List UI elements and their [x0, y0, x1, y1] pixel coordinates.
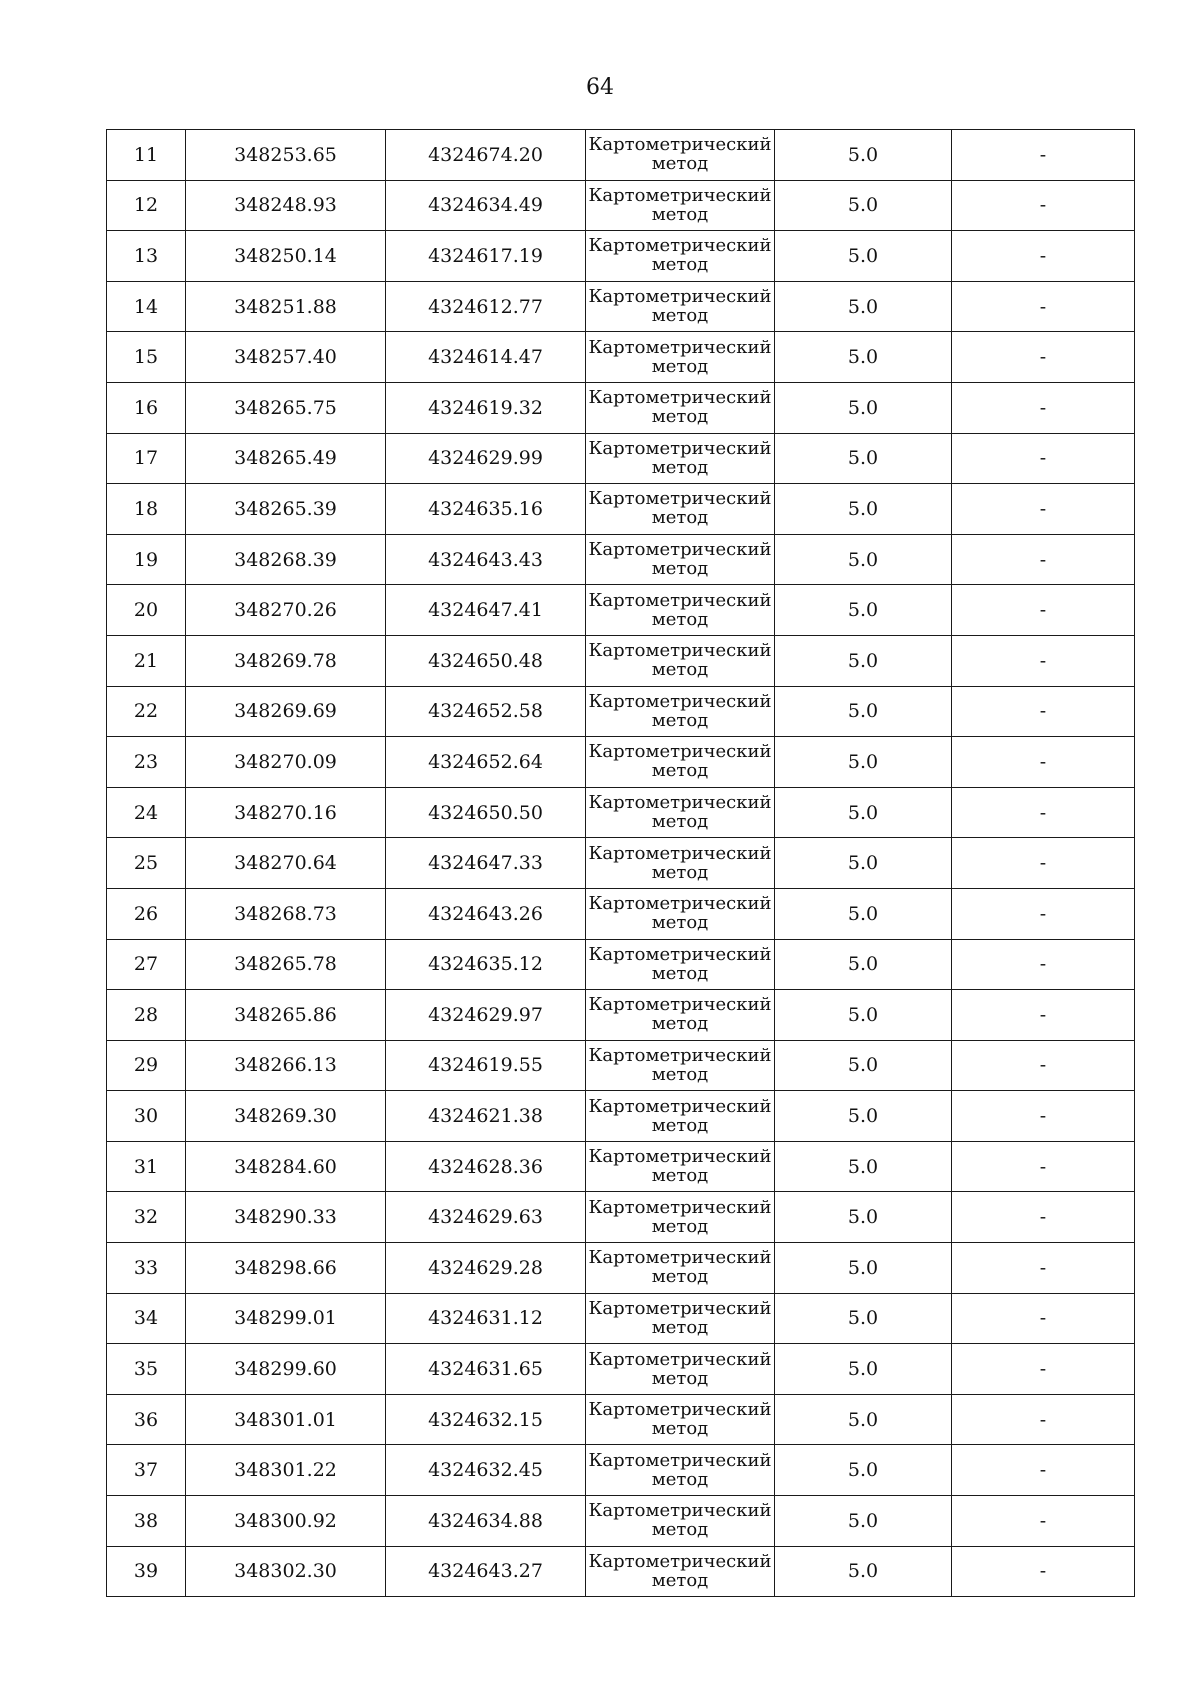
x-coordinate-cell: 348251.88 — [186, 281, 386, 332]
method-cell — [586, 939, 775, 990]
point-number-cell: 35 — [107, 1344, 186, 1395]
note-cell: - — [952, 990, 1135, 1041]
y-coordinate-cell: 4324632.45 — [386, 1445, 586, 1496]
y-coordinate-cell: 4324631.12 — [386, 1293, 586, 1344]
accuracy-cell: 5.0 — [775, 231, 952, 282]
note-cell: - — [952, 382, 1135, 433]
method-text-line2: метод — [651, 558, 709, 580]
table-row — [107, 1546, 1135, 1597]
accuracy-cell: 5.0 — [775, 1091, 952, 1142]
note-cell: - — [952, 534, 1135, 585]
table-row — [107, 939, 1135, 990]
method-text-line1: Картометрический — [588, 1297, 772, 1319]
note-cell: - — [952, 332, 1135, 383]
accuracy-cell: 5.0 — [775, 737, 952, 788]
y-coordinate-cell: 4324619.32 — [386, 382, 586, 433]
method-cell — [586, 1344, 775, 1395]
x-coordinate-cell: 348301.22 — [186, 1445, 386, 1496]
x-coordinate-cell: 348257.40 — [186, 332, 386, 383]
note-cell: - — [952, 585, 1135, 636]
accuracy-cell: 5.0 — [775, 1394, 952, 1445]
y-coordinate-cell: 4324635.12 — [386, 939, 586, 990]
y-coordinate-cell: 4324652.64 — [386, 737, 586, 788]
accuracy-cell: 5.0 — [775, 1496, 952, 1547]
method-cell — [586, 1040, 775, 1091]
method-cell — [586, 585, 775, 636]
method-cell — [586, 990, 775, 1041]
table-row — [107, 990, 1135, 1041]
accuracy-cell: 5.0 — [775, 1141, 952, 1192]
method-text-line1: Картометрический — [588, 994, 772, 1016]
method-cell — [586, 534, 775, 585]
point-number-cell: 32 — [107, 1192, 186, 1243]
table-row — [107, 686, 1135, 737]
point-number-cell: 28 — [107, 990, 186, 1041]
table-row — [107, 1091, 1135, 1142]
table-row — [107, 1192, 1135, 1243]
method-text-line2: метод — [651, 1114, 709, 1136]
method-text-line1: Картометрический — [588, 286, 772, 308]
y-coordinate-cell: 4324621.38 — [386, 1091, 586, 1142]
y-coordinate-cell: 4324629.63 — [386, 1192, 586, 1243]
method-text-line2: метод — [651, 1519, 709, 1541]
method-text-line2: метод — [651, 153, 709, 175]
y-coordinate-cell: 4324643.26 — [386, 888, 586, 939]
y-coordinate-cell: 4324632.15 — [386, 1394, 586, 1445]
note-cell: - — [952, 737, 1135, 788]
note-cell: - — [952, 130, 1135, 181]
accuracy-cell: 5.0 — [775, 534, 952, 585]
accuracy-cell: 5.0 — [775, 990, 952, 1041]
method-text-line1: Картометрический — [588, 134, 772, 156]
note-cell: - — [952, 1192, 1135, 1243]
method-text-line1: Картометрический — [588, 943, 772, 965]
note-cell: - — [952, 635, 1135, 686]
note-cell: - — [952, 1344, 1135, 1395]
accuracy-cell: 5.0 — [775, 281, 952, 332]
method-cell — [586, 888, 775, 939]
y-coordinate-cell: 4324629.97 — [386, 990, 586, 1041]
method-text-line2: метод — [651, 709, 709, 731]
accuracy-cell: 5.0 — [775, 1243, 952, 1294]
accuracy-cell: 5.0 — [775, 1040, 952, 1091]
note-cell: - — [952, 939, 1135, 990]
point-number-cell: 29 — [107, 1040, 186, 1091]
table-body — [107, 130, 1135, 1597]
y-coordinate-cell: 4324631.65 — [386, 1344, 586, 1395]
method-text-line1: Картометрический — [588, 640, 772, 662]
table-row — [107, 281, 1135, 332]
y-coordinate-cell: 4324619.55 — [386, 1040, 586, 1091]
method-cell — [586, 180, 775, 231]
method-text-line2: метод — [651, 1316, 709, 1338]
table-row — [107, 585, 1135, 636]
x-coordinate-cell: 348253.65 — [186, 130, 386, 181]
method-cell — [586, 1141, 775, 1192]
x-coordinate-cell: 348265.78 — [186, 939, 386, 990]
table-row — [107, 888, 1135, 939]
table-row — [107, 130, 1135, 181]
coordinates-table — [106, 129, 1135, 1597]
table-row — [107, 332, 1135, 383]
method-text-line2: метод — [651, 760, 709, 782]
method-text-line2: метод — [651, 608, 709, 630]
method-text-line1: Картометрический — [588, 387, 772, 409]
method-text-line1: Картометрический — [588, 1044, 772, 1066]
method-text-line1: Картометрический — [588, 741, 772, 763]
note-cell: - — [952, 484, 1135, 535]
note-cell: - — [952, 1091, 1135, 1142]
y-coordinate-cell: 4324614.47 — [386, 332, 586, 383]
point-number-cell: 36 — [107, 1394, 186, 1445]
accuracy-cell: 5.0 — [775, 787, 952, 838]
table-row — [107, 1344, 1135, 1395]
y-coordinate-cell: 4324617.19 — [386, 231, 586, 282]
y-coordinate-cell: 4324628.36 — [386, 1141, 586, 1192]
method-text-line1: Картометрический — [588, 336, 772, 358]
method-text-line1: Картометрический — [588, 589, 772, 611]
method-cell — [586, 686, 775, 737]
y-coordinate-cell: 4324629.28 — [386, 1243, 586, 1294]
point-number-cell: 34 — [107, 1293, 186, 1344]
point-number-cell: 30 — [107, 1091, 186, 1142]
point-number-cell: 21 — [107, 635, 186, 686]
y-coordinate-cell: 4324629.99 — [386, 433, 586, 484]
accuracy-cell: 5.0 — [775, 332, 952, 383]
method-text-line2: метод — [651, 1013, 709, 1035]
table-row — [107, 433, 1135, 484]
table-row — [107, 180, 1135, 231]
method-text-line1: Картометрический — [588, 893, 772, 915]
note-cell: - — [952, 1546, 1135, 1597]
method-cell — [586, 1192, 775, 1243]
method-cell — [586, 281, 775, 332]
accuracy-cell: 5.0 — [775, 1445, 952, 1496]
point-number-cell: 27 — [107, 939, 186, 990]
table-row — [107, 838, 1135, 889]
note-cell: - — [952, 888, 1135, 939]
point-number-cell: 12 — [107, 180, 186, 231]
table-row — [107, 787, 1135, 838]
x-coordinate-cell: 348270.09 — [186, 737, 386, 788]
y-coordinate-cell: 4324643.27 — [386, 1546, 586, 1597]
note-cell: - — [952, 231, 1135, 282]
table-row — [107, 534, 1135, 585]
x-coordinate-cell: 348266.13 — [186, 1040, 386, 1091]
y-coordinate-cell: 4324647.33 — [386, 838, 586, 889]
method-text-line2: метод — [651, 456, 709, 478]
method-cell — [586, 787, 775, 838]
x-coordinate-cell: 348269.30 — [186, 1091, 386, 1142]
x-coordinate-cell: 348298.66 — [186, 1243, 386, 1294]
accuracy-cell: 5.0 — [775, 635, 952, 686]
method-text-line2: метод — [651, 1468, 709, 1490]
table-row — [107, 1040, 1135, 1091]
method-text-line2: метод — [651, 811, 709, 833]
method-text-line1: Картометрический — [588, 1449, 772, 1471]
y-coordinate-cell: 4324674.20 — [386, 130, 586, 181]
note-cell: - — [952, 838, 1135, 889]
y-coordinate-cell: 4324650.48 — [386, 635, 586, 686]
point-number-cell: 31 — [107, 1141, 186, 1192]
page-number: 64 — [586, 75, 614, 100]
method-cell — [586, 1293, 775, 1344]
y-coordinate-cell: 4324635.16 — [386, 484, 586, 535]
method-cell — [586, 1496, 775, 1547]
method-text-line1: Картометрический — [588, 1095, 772, 1117]
accuracy-cell: 5.0 — [775, 1192, 952, 1243]
method-text-line2: метод — [651, 1165, 709, 1187]
point-number-cell: 23 — [107, 737, 186, 788]
point-number-cell: 24 — [107, 787, 186, 838]
note-cell: - — [952, 1243, 1135, 1294]
method-text-line1: Картометрический — [588, 539, 772, 561]
accuracy-cell: 5.0 — [775, 180, 952, 231]
x-coordinate-cell: 348268.73 — [186, 888, 386, 939]
method-text-line2: метод — [651, 861, 709, 883]
method-text-line2: метод — [651, 507, 709, 529]
method-cell — [586, 1091, 775, 1142]
x-coordinate-cell: 348268.39 — [186, 534, 386, 585]
note-cell: - — [952, 1141, 1135, 1192]
point-number-cell: 20 — [107, 585, 186, 636]
y-coordinate-cell: 4324652.58 — [386, 686, 586, 737]
table-row — [107, 635, 1135, 686]
y-coordinate-cell: 4324634.49 — [386, 180, 586, 231]
method-text-line2: метод — [651, 1063, 709, 1085]
table-row — [107, 737, 1135, 788]
x-coordinate-cell: 348270.16 — [186, 787, 386, 838]
x-coordinate-cell: 348265.86 — [186, 990, 386, 1041]
method-text-line1: Картометрический — [588, 1146, 772, 1168]
method-cell — [586, 1546, 775, 1597]
x-coordinate-cell: 348269.78 — [186, 635, 386, 686]
method-cell — [586, 1243, 775, 1294]
table-row — [107, 231, 1135, 282]
method-text-line1: Картометрический — [588, 792, 772, 814]
x-coordinate-cell: 348299.60 — [186, 1344, 386, 1395]
x-coordinate-cell: 348301.01 — [186, 1394, 386, 1445]
accuracy-cell: 5.0 — [775, 484, 952, 535]
method-text-line2: метод — [651, 659, 709, 681]
accuracy-cell: 5.0 — [775, 130, 952, 181]
table-row — [107, 484, 1135, 535]
method-cell — [586, 382, 775, 433]
point-number-cell: 18 — [107, 484, 186, 535]
method-cell — [586, 433, 775, 484]
accuracy-cell: 5.0 — [775, 1344, 952, 1395]
note-cell: - — [952, 281, 1135, 332]
table-row — [107, 1394, 1135, 1445]
point-number-cell: 37 — [107, 1445, 186, 1496]
note-cell: - — [952, 1293, 1135, 1344]
table-row — [107, 1293, 1135, 1344]
method-cell — [586, 838, 775, 889]
method-text-line1: Картометрический — [588, 842, 772, 864]
point-number-cell: 13 — [107, 231, 186, 282]
point-number-cell: 15 — [107, 332, 186, 383]
method-text-line2: метод — [651, 254, 709, 276]
y-coordinate-cell: 4324650.50 — [386, 787, 586, 838]
x-coordinate-cell: 348300.92 — [186, 1496, 386, 1547]
method-text-line2: метод — [651, 1266, 709, 1288]
method-cell — [586, 332, 775, 383]
accuracy-cell: 5.0 — [775, 888, 952, 939]
x-coordinate-cell: 348290.33 — [186, 1192, 386, 1243]
point-number-cell: 11 — [107, 130, 186, 181]
note-cell: - — [952, 180, 1135, 231]
y-coordinate-cell: 4324634.88 — [386, 1496, 586, 1547]
note-cell: - — [952, 1040, 1135, 1091]
method-cell — [586, 635, 775, 686]
method-cell — [586, 484, 775, 535]
accuracy-cell: 5.0 — [775, 686, 952, 737]
note-cell: - — [952, 1496, 1135, 1547]
method-cell — [586, 231, 775, 282]
point-number-cell: 26 — [107, 888, 186, 939]
method-text-line2: метод — [651, 355, 709, 377]
note-cell: - — [952, 787, 1135, 838]
x-coordinate-cell: 348265.75 — [186, 382, 386, 433]
method-text-line1: Картометрический — [588, 1500, 772, 1522]
x-coordinate-cell: 348250.14 — [186, 231, 386, 282]
note-cell: - — [952, 1445, 1135, 1496]
note-cell: - — [952, 686, 1135, 737]
accuracy-cell: 5.0 — [775, 1293, 952, 1344]
note-cell: - — [952, 433, 1135, 484]
y-coordinate-cell: 4324647.41 — [386, 585, 586, 636]
method-text-line2: метод — [651, 305, 709, 327]
point-number-cell: 22 — [107, 686, 186, 737]
method-text-line2: метод — [651, 406, 709, 428]
point-number-cell: 16 — [107, 382, 186, 433]
table-row — [107, 1445, 1135, 1496]
x-coordinate-cell: 348270.64 — [186, 838, 386, 889]
table-row — [107, 1141, 1135, 1192]
table-row — [107, 1496, 1135, 1547]
point-number-cell: 14 — [107, 281, 186, 332]
accuracy-cell: 5.0 — [775, 838, 952, 889]
method-text-line1: Картометрический — [588, 437, 772, 459]
x-coordinate-cell: 348302.30 — [186, 1546, 386, 1597]
method-text-line2: метод — [651, 1215, 709, 1237]
method-text-line1: Картометрический — [588, 1348, 772, 1370]
point-number-cell: 17 — [107, 433, 186, 484]
table-row — [107, 1243, 1135, 1294]
x-coordinate-cell: 348269.69 — [186, 686, 386, 737]
accuracy-cell: 5.0 — [775, 585, 952, 636]
method-text-line1: Картометрический — [588, 1550, 772, 1572]
method-text-line1: Картометрический — [588, 235, 772, 257]
method-text-line2: метод — [651, 1418, 709, 1440]
x-coordinate-cell: 348265.49 — [186, 433, 386, 484]
accuracy-cell: 5.0 — [775, 433, 952, 484]
method-text-line2: метод — [651, 1367, 709, 1389]
x-coordinate-cell: 348284.60 — [186, 1141, 386, 1192]
x-coordinate-cell: 348248.93 — [186, 180, 386, 231]
accuracy-cell: 5.0 — [775, 382, 952, 433]
method-text-line1: Картометрический — [588, 1196, 772, 1218]
y-coordinate-cell: 4324612.77 — [386, 281, 586, 332]
method-text-line2: метод — [651, 1569, 709, 1591]
x-coordinate-cell: 348265.39 — [186, 484, 386, 535]
method-text-line1: Картометрический — [588, 488, 772, 510]
accuracy-cell: 5.0 — [775, 939, 952, 990]
method-cell — [586, 737, 775, 788]
accuracy-cell: 5.0 — [775, 1546, 952, 1597]
point-number-cell: 25 — [107, 838, 186, 889]
point-number-cell: 33 — [107, 1243, 186, 1294]
method-text-line2: метод — [651, 962, 709, 984]
method-text-line2: метод — [651, 912, 709, 934]
point-number-cell: 19 — [107, 534, 186, 585]
method-text-line2: метод — [651, 203, 709, 225]
method-text-line1: Картометрический — [588, 690, 772, 712]
point-number-cell: 38 — [107, 1496, 186, 1547]
note-cell: - — [952, 1394, 1135, 1445]
x-coordinate-cell: 348270.26 — [186, 585, 386, 636]
method-cell — [586, 1394, 775, 1445]
point-number-cell: 39 — [107, 1546, 186, 1597]
method-text-line1: Картометрический — [588, 184, 772, 206]
method-text-line1: Картометрический — [588, 1247, 772, 1269]
method-text-line1: Картометрический — [588, 1399, 772, 1421]
y-coordinate-cell: 4324643.43 — [386, 534, 586, 585]
method-cell — [586, 1445, 775, 1496]
method-cell — [586, 130, 775, 181]
table-row — [107, 382, 1135, 433]
x-coordinate-cell: 348299.01 — [186, 1293, 386, 1344]
